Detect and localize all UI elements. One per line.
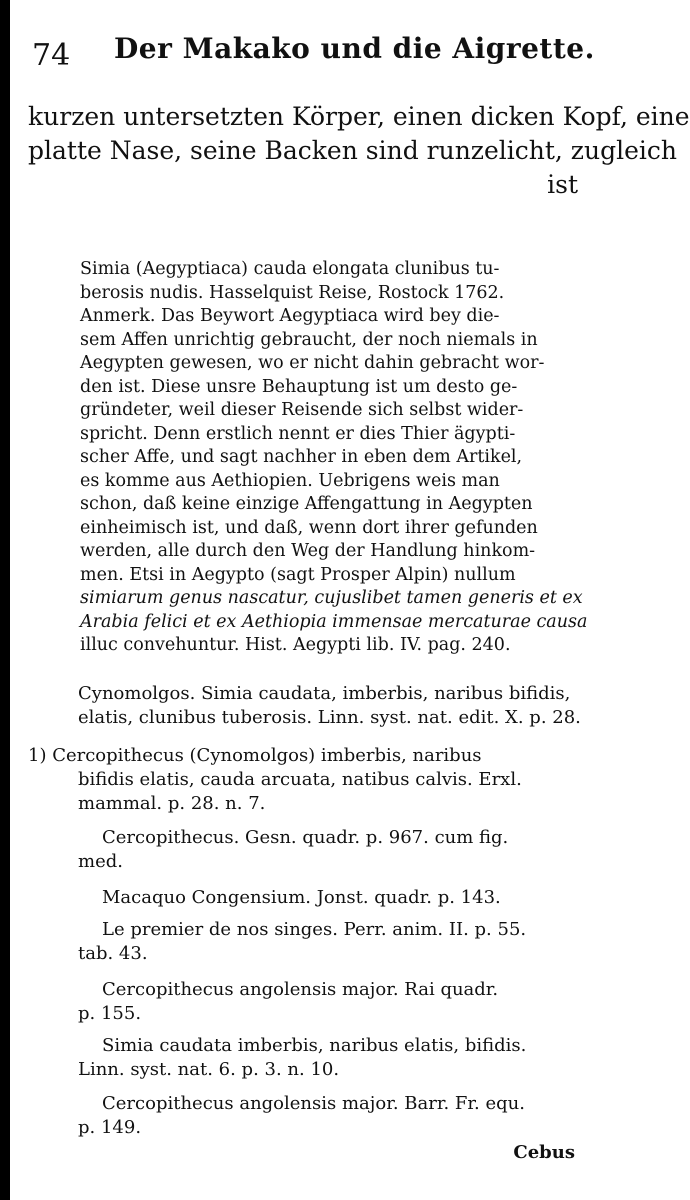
footnote-line: es komme aus Aethiopien. Uebrigens weis man	[80, 470, 500, 491]
text-line: ist	[547, 170, 578, 199]
text-line: kurzen untersetzten Körper, einen dicken Kopf, eine	[28, 102, 690, 131]
footnote-line: gründeter, weil dieser Reisende sich selbst wider-	[80, 400, 524, 420]
footnote-line: werden, alle durch den Weg der Handlung hinkom-	[80, 541, 536, 561]
reference-line: tab. 43.	[78, 943, 148, 964]
reference-entry	[28, 886, 583, 910]
reference-line: Cercopithecus. Gesn. quadr. p. 967. cum fig.	[102, 827, 509, 848]
reference-line: bifidis elatis, cauda arcuata, natibus calvis. Erxl.	[78, 769, 522, 790]
running-title: Der Makako und die Aigrette.	[114, 32, 595, 65]
footnote-line: Anmerk. Das Beywort Aegyptiaca wird bey die-	[80, 306, 500, 326]
reference-entry	[28, 826, 583, 874]
footnote-line: einheimisch ist, und daß, wenn dort ihrer gefunden	[80, 517, 538, 538]
citation-line: elatis, clunibus tuberosis. Linn. syst. nat. edit. X. p. 28.	[78, 707, 581, 728]
footnote-line: den ist. Diese unsre Behauptung ist um desto ge-	[80, 376, 518, 397]
reference-line: Simia caudata imberbis, naribus elatis, bifidis.	[102, 1035, 527, 1056]
citation-line: Cynomolgos. Simia caudata, imberbis, naribus bifidis,	[78, 683, 571, 704]
footnote-line: scher Affe, und sagt nachher in eben dem Artikel,	[80, 447, 523, 467]
reference-line: Linn. syst. nat. 6. p. 3. n. 10.	[78, 1059, 340, 1080]
footnote-line: schon, daß keine einzige Affengattung in Aegypten	[80, 494, 533, 514]
footnote-line: sem Affen unrichtig gebraucht, der noch niemals in	[80, 329, 538, 350]
reference-line: Cercopithecus angolensis major. Rai quadr.	[102, 979, 499, 1000]
reference-line: Le premier de nos singes. Perr. anim. II. p. 55.	[102, 919, 527, 940]
footnote-line: Arabia felici et ex Aethiopia immensae mercaturae causa	[80, 611, 588, 632]
reference-line: med.	[78, 851, 123, 872]
text-line: platte Nase, seine Backen sind runzelicht, zugleich	[28, 136, 677, 165]
footnote-line: Simia (Aegyptiaca) cauda elongata clunibus tu-	[80, 259, 500, 279]
reference-entry	[28, 1034, 583, 1082]
reference-line: p. 149.	[78, 1117, 142, 1138]
catchword: Cebus	[513, 1142, 575, 1163]
footnote-line: illuc convehuntur. Hist. Aegypti lib. IV. pag. 240.	[80, 635, 511, 655]
footnote-line: Aegypten gewesen, wo er nicht dahin gebracht wor-	[80, 353, 545, 373]
reference-line: Cercopithecus angolensis major. Barr. Fr. equ.	[102, 1093, 525, 1114]
footnote-line: simiarum genus nascatur, cujuslibet tamen generis et ex	[80, 588, 583, 608]
reference-entry	[28, 1092, 583, 1140]
footnote-line: spricht. Denn erstlich nennt er dies Thier ägypti-	[80, 423, 516, 444]
reference-line: mammal. p. 28. n. 7.	[78, 793, 266, 814]
reference-line: Macaquo Congensium. Jonst. quadr. p. 143.	[102, 887, 501, 908]
cynomolgos-citation	[78, 682, 581, 730]
reference-list	[28, 744, 583, 816]
reference-line: 1) Cercopithecus (Cynomolgos) imberbis, naribus	[28, 745, 482, 766]
reference-entry	[28, 978, 583, 1026]
page-number: 74	[32, 38, 71, 73]
footnote-line: men. Etsi in Aegypto (sagt Prosper Alpin) nullum	[80, 564, 516, 585]
reference-entry	[28, 918, 583, 966]
reference-line: p. 155.	[78, 1003, 142, 1024]
page-header	[26, 30, 595, 78]
footnote	[80, 258, 588, 658]
main-text	[28, 100, 690, 202]
page-edge-shadow	[0, 0, 10, 1200]
footnote-line: berosis nudis. Hasselquist Reise, Rostock 1762.	[80, 282, 505, 303]
